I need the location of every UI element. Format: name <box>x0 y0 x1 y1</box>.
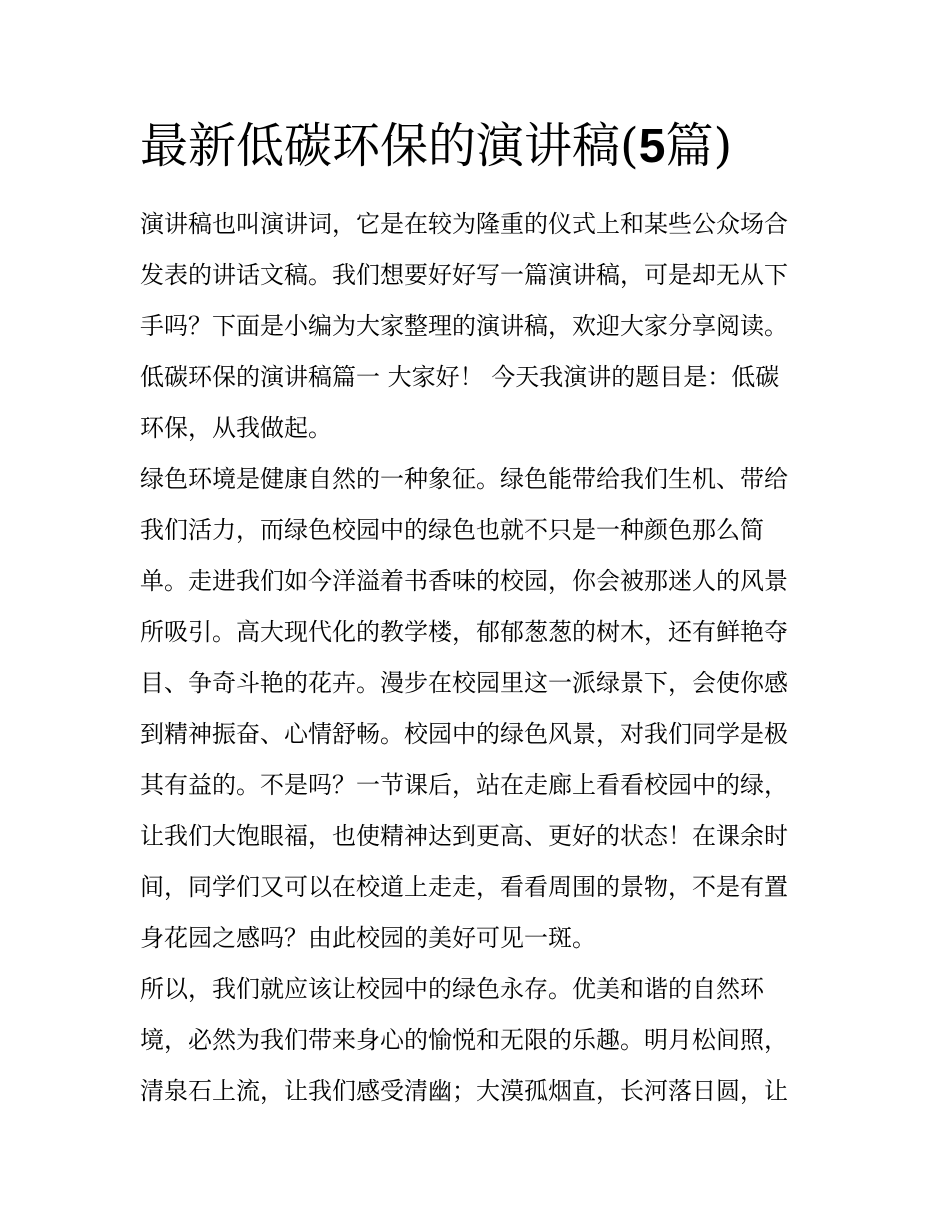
text-line: 我们活力，而绿色校园中的绿色也就不只是一种颜色那么简 <box>140 516 764 544</box>
text-line: 单。走进我们如今洋溢着书香味的校园，你会被那迷人的风景 <box>140 567 788 595</box>
text-line: 到精神振奋、心情舒畅。校园中的绿色风景，对我们同学是极 <box>140 720 788 748</box>
title-number: 5 <box>638 120 666 173</box>
paragraph-conclusion <box>140 964 812 1117</box>
text-line: 手吗？下面是小编为大家整理的演讲稿，欢迎大家分享阅读。 <box>140 312 788 340</box>
text-line: 清泉石上流，让我们感受清幽；大漠孤烟直，长河落日圆，让 <box>140 1077 788 1105</box>
paragraph-green-campus <box>140 454 812 964</box>
text-line: 所以，我们就应该让校园中的绿色永存。优美和谐的自然环 <box>140 975 764 1003</box>
paragraph-intro <box>140 199 812 352</box>
paragraph-speech-opening <box>140 352 812 454</box>
title-main: 最新低碳环保的演讲稿( <box>140 118 639 174</box>
text-line: 绿色环境是健康自然的一种象征。绿色能带给我们生机、带给 <box>140 465 788 493</box>
document-title <box>140 114 732 179</box>
text-line: 其有益的。不是吗？一节课后，站在走廊上看看校园中的绿， <box>140 771 788 799</box>
document-body <box>140 199 812 1117</box>
text-line: 环保，从我做起。 <box>140 414 332 442</box>
text-line: 所吸引。高大现代化的教学楼，郁郁葱葱的树木，还有鲜艳夺 <box>140 618 788 646</box>
text-line: 间，同学们又可以在校道上走走，看看周围的景物，不是有置 <box>140 873 788 901</box>
text-line: 身花园之感吗？由此校园的美好可见一斑。 <box>140 924 596 952</box>
text-line: 发表的讲话文稿。我们想要好好写一篇演讲稿，可是却无从下 <box>140 261 788 289</box>
text-line: 演讲稿也叫演讲词，它是在较为隆重的仪式上和某些公众场合 <box>140 210 788 238</box>
text-line: 低碳环保的演讲稿篇一 大家好！ 今天我演讲的题目是：低碳 <box>140 363 780 391</box>
text-line: 目、争奇斗艳的花卉。漫步在校园里这一派绿景下，会使你感 <box>140 669 788 697</box>
text-line: 让我们大饱眼福，也使精神达到更高、更好的状态！在课余时 <box>140 822 788 850</box>
title-rest: 篇) <box>665 118 733 174</box>
text-line: 境，必然为我们带来身心的愉悦和无限的乐趣。明月松间照， <box>140 1026 788 1054</box>
